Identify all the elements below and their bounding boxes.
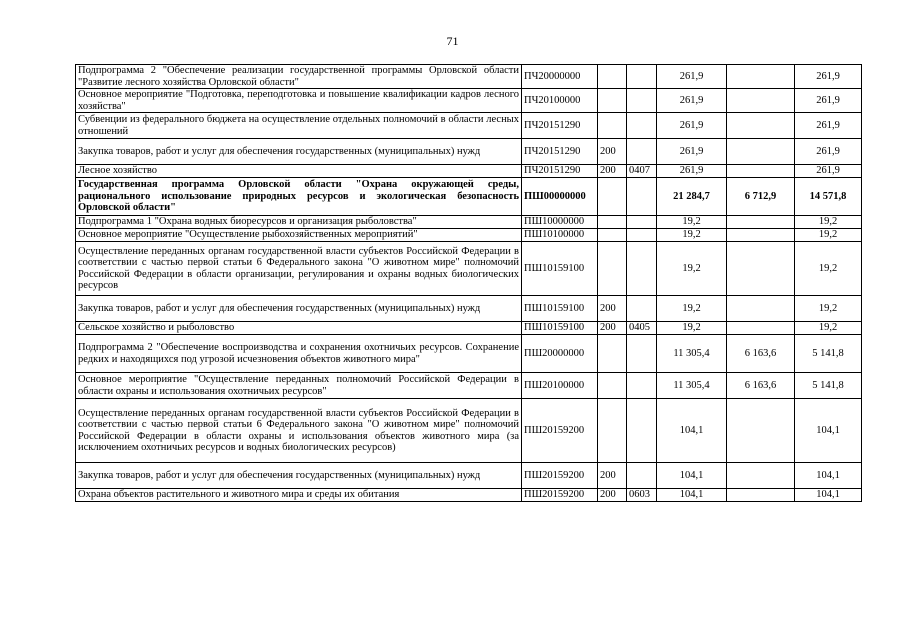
row-federal-amount	[727, 322, 795, 335]
table-row	[76, 165, 862, 178]
row-regional-amount: 261,9	[795, 139, 862, 165]
row-section-code	[627, 399, 657, 463]
row-regional-amount: 104,1	[795, 399, 862, 463]
row-name: Закупка товаров, работ и услуг для обеспечения государственных (муниципальных) нужд	[76, 139, 522, 165]
row-regional-amount: 19,2	[795, 216, 862, 229]
row-target-article: ПШ10000000	[522, 216, 598, 229]
row-name: Основное мероприятие "Подготовка, переподготовка и повышение квалификации кадров лесного хозяйства"	[76, 89, 522, 113]
row-regional-amount: 5 141,8	[795, 373, 862, 399]
row-target-article: ПШ20159200	[522, 399, 598, 463]
row-expense-type	[598, 178, 627, 216]
row-expense-type: 200	[598, 463, 627, 489]
row-regional-amount: 19,2	[795, 229, 862, 242]
row-regional-amount: 5 141,8	[795, 335, 862, 373]
budget-table	[75, 64, 862, 502]
row-name: Лесное хозяйство	[76, 165, 522, 178]
row-expense-type	[598, 89, 627, 113]
row-section-code	[627, 89, 657, 113]
row-federal-amount	[727, 139, 795, 165]
table-row	[76, 399, 862, 463]
row-expense-type: 200	[598, 296, 627, 322]
row-expense-type	[598, 335, 627, 373]
table-row	[76, 463, 862, 489]
row-target-article: ПШ20100000	[522, 373, 598, 399]
table-row	[76, 242, 862, 296]
row-target-article: ПЧ20151290	[522, 139, 598, 165]
row-regional-amount: 261,9	[795, 65, 862, 89]
row-name: Подпрограмма 2 "Обеспечение реализации государственной программы Орловской области "Развитие лесного хозяйства Орловской области"	[76, 65, 522, 89]
table-row	[76, 296, 862, 322]
row-regional-amount: 261,9	[795, 113, 862, 139]
row-expense-type: 200	[598, 139, 627, 165]
row-expense-type	[598, 216, 627, 229]
row-name: Подпрограмма 2 "Обеспечение воспроизводства и сохранения охотничьих ресурсов. Сохранение редких и находящихся под угрозой исчезновения объектов животного мира"	[76, 335, 522, 373]
page-number: 71	[446, 34, 459, 48]
row-section-code	[627, 113, 657, 139]
row-name: Охрана объектов растительного и животного мира и среды их обитания	[76, 489, 522, 502]
table-row	[76, 216, 862, 229]
table-row	[76, 178, 862, 216]
row-federal-amount	[727, 399, 795, 463]
row-name: Осуществление переданных органам государственной власти субъектов Российской Федерации в соответствии с частью первой статьи 6 Федерального закона "О животном мире" полномочий Российской Федерации в области охраны и использования объектов животного мира (за исключением охотничьих ресурсов и водных биологических ресурсов)	[76, 399, 522, 463]
row-regional-amount: 261,9	[795, 165, 862, 178]
row-regional-amount: 104,1	[795, 463, 862, 489]
row-expense-type	[598, 113, 627, 139]
row-section-code	[627, 242, 657, 296]
table-row	[76, 335, 862, 373]
row-name: Государственная программа Орловской области "Охрана окружающей среды, рационального использование природных ресурсов и экологическая безопасность Орловской области"	[76, 178, 522, 216]
row-name: Подпрограмма 1 "Охрана водных биоресурсов и организация рыболовства"	[76, 216, 522, 229]
row-expense-type	[598, 65, 627, 89]
row-name: Закупка товаров, работ и услуг для обеспечения государственных (муниципальных) нужд	[76, 296, 522, 322]
row-federal-amount	[727, 463, 795, 489]
row-expense-type: 200	[598, 165, 627, 178]
row-total-amount: 261,9	[657, 113, 727, 139]
row-federal-amount: 6 163,6	[727, 335, 795, 373]
table-body	[76, 65, 862, 502]
row-regional-amount: 19,2	[795, 296, 862, 322]
row-total-amount: 19,2	[657, 322, 727, 335]
table-row	[76, 139, 862, 165]
row-total-amount: 21 284,7	[657, 178, 727, 216]
row-total-amount: 261,9	[657, 139, 727, 165]
row-federal-amount	[727, 229, 795, 242]
row-federal-amount: 6 163,6	[727, 373, 795, 399]
row-target-article: ПШ20159200	[522, 463, 598, 489]
row-expense-type: 200	[598, 322, 627, 335]
row-total-amount: 104,1	[657, 463, 727, 489]
row-federal-amount	[727, 216, 795, 229]
row-target-article: ПШ00000000	[522, 178, 598, 216]
row-total-amount: 104,1	[657, 489, 727, 502]
row-expense-type	[598, 242, 627, 296]
row-total-amount: 104,1	[657, 399, 727, 463]
row-target-article: ПШ10100000	[522, 229, 598, 242]
row-regional-amount: 104,1	[795, 489, 862, 502]
row-target-article: ПЧ20000000	[522, 65, 598, 89]
row-federal-amount	[727, 165, 795, 178]
row-total-amount: 261,9	[657, 165, 727, 178]
row-section-code	[627, 463, 657, 489]
row-section-code	[627, 216, 657, 229]
row-total-amount: 261,9	[657, 65, 727, 89]
row-section-code: 0603	[627, 489, 657, 502]
row-name: Субвенции из федерального бюджета на осуществление отдельных полномочий в области лесных отношений	[76, 113, 522, 139]
table-row	[76, 113, 862, 139]
row-section-code	[627, 335, 657, 373]
table-row	[76, 373, 862, 399]
row-federal-amount	[727, 296, 795, 322]
row-target-article: ПЧ20100000	[522, 89, 598, 113]
row-federal-amount	[727, 242, 795, 296]
row-section-code	[627, 296, 657, 322]
row-federal-amount	[727, 113, 795, 139]
row-federal-amount	[727, 65, 795, 89]
row-total-amount: 11 305,4	[657, 335, 727, 373]
row-federal-amount	[727, 89, 795, 113]
row-target-article: ПШ10159100	[522, 322, 598, 335]
row-target-article: ПШ20159200	[522, 489, 598, 502]
row-target-article: ПШ20000000	[522, 335, 598, 373]
row-section-code	[627, 139, 657, 165]
table-row	[76, 229, 862, 242]
row-name: Основное мероприятие "Осуществление переданных полномочий Российской Федерации в области охраны и использования охотничьих ресурсов"	[76, 373, 522, 399]
row-target-article: ПШ10159100	[522, 296, 598, 322]
table-row	[76, 65, 862, 89]
row-total-amount: 19,2	[657, 242, 727, 296]
row-total-amount: 19,2	[657, 296, 727, 322]
row-regional-amount: 19,2	[795, 242, 862, 296]
row-total-amount: 19,2	[657, 229, 727, 242]
row-target-article: ПЧ20151290	[522, 113, 598, 139]
row-regional-amount: 261,9	[795, 89, 862, 113]
row-section-code: 0407	[627, 165, 657, 178]
row-name: Сельское хозяйство и рыболовство	[76, 322, 522, 335]
table-row	[76, 322, 862, 335]
row-target-article: ПЧ20151290	[522, 165, 598, 178]
row-section-code	[627, 373, 657, 399]
row-expense-type: 200	[598, 489, 627, 502]
row-expense-type	[598, 373, 627, 399]
table-row	[76, 489, 862, 502]
row-name: Осуществление переданных органам государственной власти субъектов Российской Федерации в соответствии с частью первой статьи 6 Федерального закона "О животном мире" полномочий Российской Федерации в области организации, регулирования и охраны водных биологических ресурсов	[76, 242, 522, 296]
row-total-amount: 19,2	[657, 216, 727, 229]
row-target-article: ПШ10159100	[522, 242, 598, 296]
row-section-code: 0405	[627, 322, 657, 335]
row-federal-amount: 6 712,9	[727, 178, 795, 216]
row-federal-amount	[727, 489, 795, 502]
row-name: Основное мероприятие "Осуществление рыбохозяйственных мероприятий"	[76, 229, 522, 242]
row-section-code	[627, 65, 657, 89]
row-expense-type	[598, 229, 627, 242]
table-row	[76, 89, 862, 113]
row-section-code	[627, 229, 657, 242]
row-total-amount: 11 305,4	[657, 373, 727, 399]
row-total-amount: 261,9	[657, 89, 727, 113]
row-name: Закупка товаров, работ и услуг для обеспечения государственных (муниципальных) нужд	[76, 463, 522, 489]
row-expense-type	[598, 399, 627, 463]
row-section-code	[627, 178, 657, 216]
row-regional-amount: 14 571,8	[795, 178, 862, 216]
row-regional-amount: 19,2	[795, 322, 862, 335]
